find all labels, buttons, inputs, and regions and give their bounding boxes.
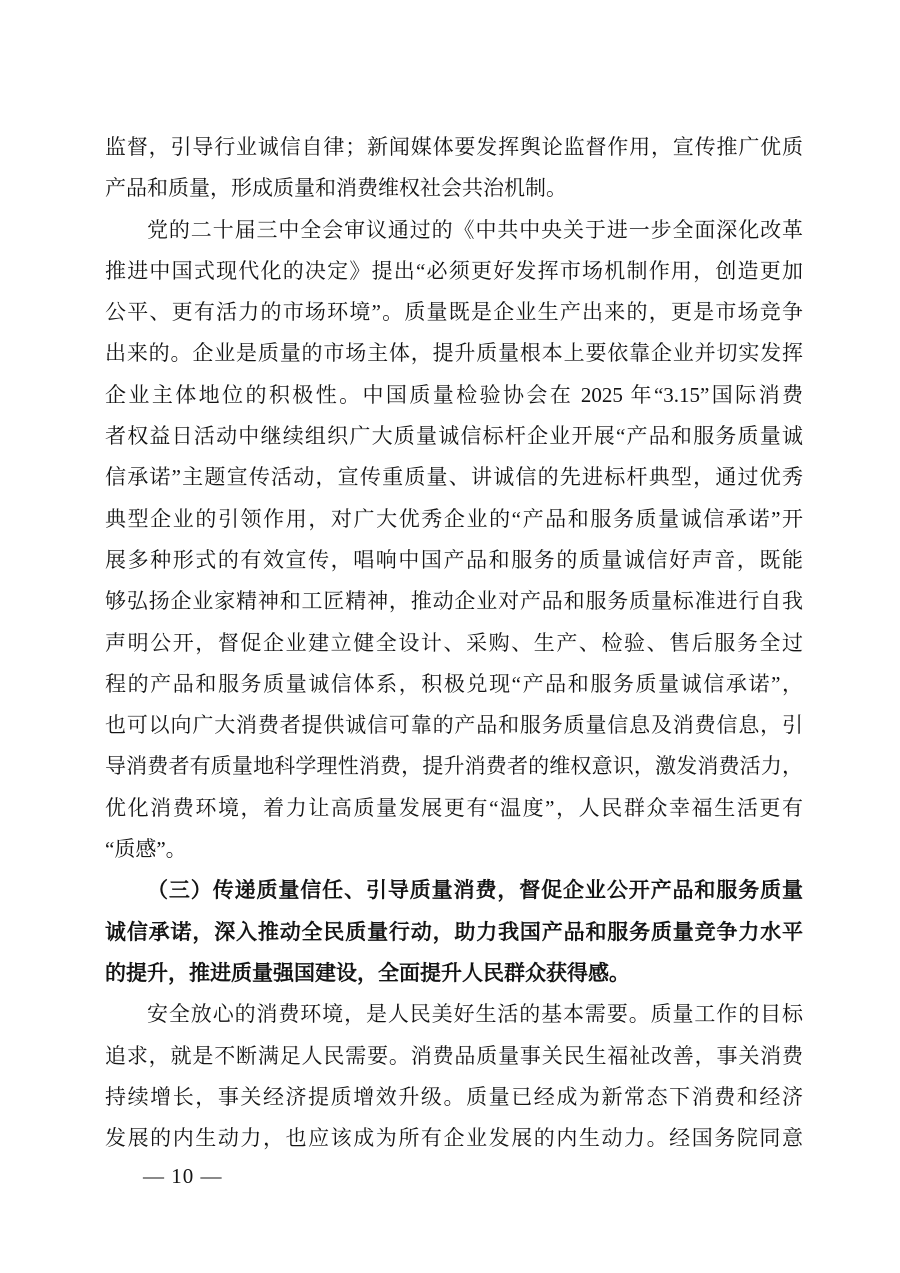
text-line: 声明公开，督促企业建立健全设计、采购、生产、检验、售后服务全过 xyxy=(105,630,803,655)
text-line: 优化消费环境，着力让高质量发展更有“温度”，人民群众幸福生活更有 xyxy=(105,795,803,820)
text-line: “质感”。 xyxy=(105,837,187,862)
text-line: 者权益日活动中继续组织广大质量诚信标杆企业开展“产品和服务质量诚 xyxy=(105,424,803,449)
text-line: 典型企业的引领作用，对广大优秀企业的“产品和服务质量诚信承诺”开 xyxy=(105,506,803,531)
text-line: 推进中国式现代化的决定》提出“必须更好发挥市场机制作用，创造更加 xyxy=(105,258,803,283)
para-safe-consumption xyxy=(105,994,803,1159)
text-line: 信承诺”主题宣传活动，宣传重质量、讲诚信的先进标杆典型，通过优秀 xyxy=(105,465,803,490)
text-line: 也可以向广大消费者提供诚信可靠的产品和服务质量信息及消费信息，引 xyxy=(105,713,803,738)
text-line: 够弘扬企业家精神和工匠精神，推动企业对产品和服务质量标准进行自我 xyxy=(105,589,803,614)
text-line: 的提升，推进质量强国建设，全面提升人民群众获得感。 xyxy=(105,960,630,985)
text-line: 产品和质量，形成质量和消费维权社会共治机制。 xyxy=(105,176,567,201)
text-line: 导消费者有质量地科学理性消费，提升消费者的维权意识，激发消费活力， xyxy=(105,754,803,779)
document-body xyxy=(105,127,803,1159)
para-market-mechanism xyxy=(105,210,803,871)
text-line: 企业主体地位的积极性。中国质量检验协会在 2025 年“3.15”国际消费 xyxy=(105,382,803,407)
text-line: 程的产品和服务质量诚信体系，积极兑现“产品和服务质量诚信承诺”， xyxy=(105,671,803,696)
page-number: — 10 — xyxy=(143,1164,223,1189)
text-line: 展多种形式的有效宣传，唱响中国产品和服务的质量诚信好声音，既能 xyxy=(105,547,803,572)
text-line: 追求，就是不断满足人民需要。消费品质量事关民生福祉改善，事关消费 xyxy=(105,1043,803,1068)
text-line: 发展的内生动力，也应该成为所有企业发展的内生动力。经国务院同意 xyxy=(105,1126,803,1151)
para-continuation-social-governance xyxy=(105,127,803,210)
text-line: 监督，引导行业诚信自律；新闻媒体要发挥舆论监督作用，宣传推广优质 xyxy=(105,135,803,159)
text-line: 持续增长，事关经济提质增效升级。质量已经成为新常态下消费和经济 xyxy=(105,1084,803,1109)
text-line: 安全放心的消费环境，是人民美好生活的基本需要。质量工作的目标 xyxy=(147,1002,803,1027)
text-line: （三）传递质量信任、引导质量消费，督促企业公开产品和服务质量 xyxy=(147,878,803,903)
text-line: 公平、更有活力的市场环境”。质量既是企业生产出来的，更是市场竞争 xyxy=(105,300,803,325)
para-heading-section-three xyxy=(105,870,803,994)
text-line: 诚信承诺，深入推动全民质量行动，助力我国产品和服务质量竞争力水平 xyxy=(105,919,803,944)
text-line: 党的二十届三中全会审议通过的《中共中央关于进一步全面深化改革 xyxy=(147,217,803,242)
text-line: 出来的。企业是质量的市场主体，提升质量根本上要依靠企业并切实发挥 xyxy=(105,341,803,366)
